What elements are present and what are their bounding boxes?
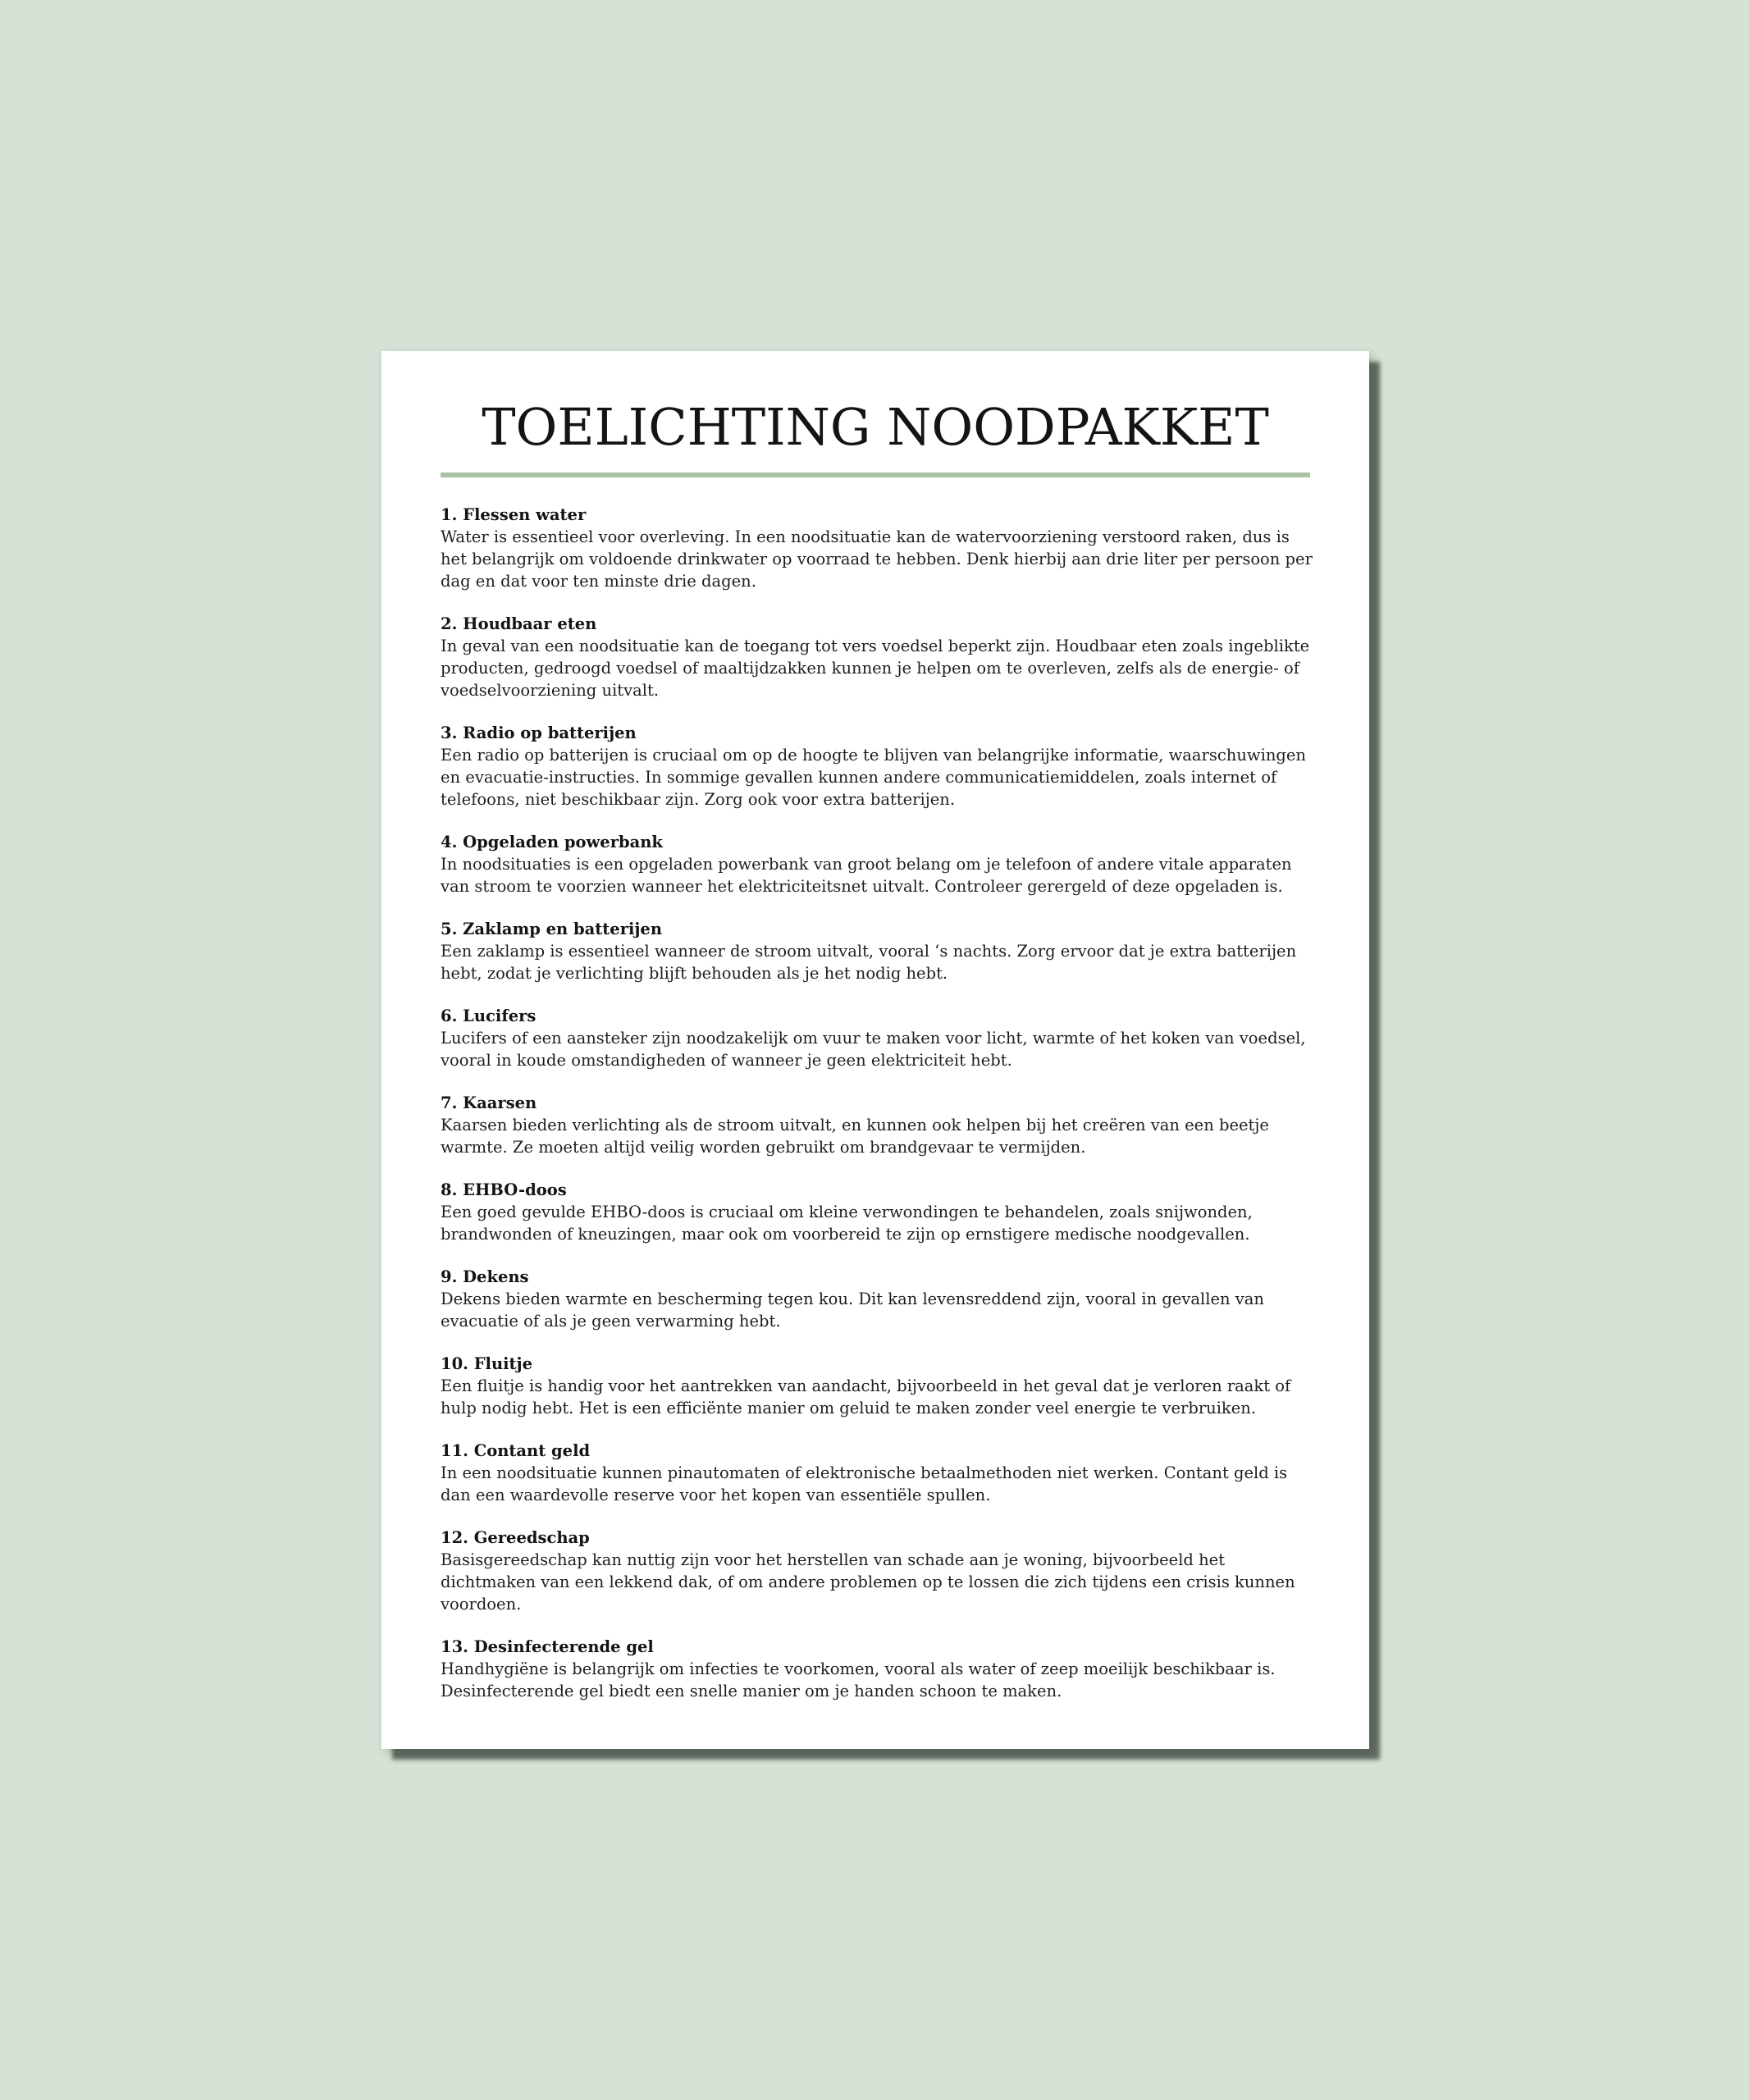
- section-kaarsen: [441, 1092, 1318, 1158]
- document-page: [381, 351, 1369, 1749]
- page-title: TOELICHTING NOODPAKKET: [482, 397, 1269, 457]
- section-heading: 12. Gereedschap: [441, 1528, 590, 1547]
- section-heading: 2. Houdbaar eten: [441, 614, 597, 633]
- section-flessen-water: [441, 504, 1318, 592]
- section-ehbo-doos: [441, 1179, 1318, 1245]
- section-text: Water is essentieel voor overleving. In een noodsituatie kan de watervoorziening verstoord raken, dus is het belangrijk om voldoende drinkwater op voorraad te hebben. Denk hierbij aan drie liter per persoon per dag en dat voor ten minste drie dagen.: [441, 527, 1313, 591]
- section-heading: 8. EHBO-doos: [441, 1180, 567, 1199]
- section-text: Dekens bieden warmte en bescherming tegen kou. Dit kan levensreddend zijn, vooral in gevallen van evacuatie of als je geen verwarming hebt.: [441, 1290, 1264, 1331]
- section-houdbaar-eten: [441, 613, 1318, 701]
- section-dekens: [441, 1266, 1318, 1332]
- section-heading: 10. Fluitje: [441, 1354, 533, 1373]
- section-text: In een noodsituatie kunnen pinautomaten of elektronische betaalmethoden niet werken. Contant geld is dan een waardevolle reserve voor het kopen van essentiële spullen.: [441, 1463, 1288, 1504]
- section-lucifers: [441, 1005, 1318, 1071]
- section-contant-geld: [441, 1440, 1318, 1506]
- section-text: Handhygiëne is belangrijk om infecties te voorkomen, vooral als water of zeep moeilijk beschikbaar is. Desinfecterende gel biedt een snelle manier om je handen schoon te maken.: [441, 1659, 1276, 1701]
- section-text: Een zaklamp is essentieel wanneer de stroom uitvalt, vooral ‘s nachts. Zorg ervoor dat je extra batterijen hebt, zodat je verlichting blijft behouden als je het nodig hebt.: [441, 942, 1297, 983]
- section-text: Lucifers of een aansteker zijn noodzakelijk om vuur te maken voor licht, warmte of het koken van voedsel, vooral in koude omstandigheden of wanneer je geen elektriciteit hebt.: [441, 1029, 1306, 1070]
- section-opgeladen-powerbank: [441, 831, 1318, 897]
- section-radio-op-batterijen: [441, 722, 1318, 810]
- section-list: [441, 504, 1318, 1723]
- section-text: Een fluitje is handig voor het aantrekken van aandacht, bijvoorbeeld in het geval dat je verloren raakt of hulp nodig hebt. Het is een efficiënte manier om geluid te maken zonder veel energie te verbruiken.: [441, 1376, 1291, 1418]
- section-desinfecterende-gel: [441, 1636, 1318, 1702]
- section-heading: 11. Contant geld: [441, 1441, 591, 1460]
- section-heading: 5. Zaklamp en batterijen: [441, 920, 663, 938]
- section-text: Een goed gevulde EHBO-doos is cruciaal om kleine verwondingen te behandelen, zoals snijwonden, brandwonden of kneuzingen, maar ook om voorbereid te zijn op ernstigere medische noodgevallen.: [441, 1203, 1253, 1244]
- section-heading: 13. Desinfecterende gel: [441, 1637, 654, 1656]
- title-divider: [441, 472, 1310, 477]
- section-fluitje: [441, 1353, 1318, 1419]
- section-heading: 1. Flessen water: [441, 505, 587, 524]
- section-text: In geval van een noodsituatie kan de toegang tot vers voedsel beperkt zijn. Houdbaar eten zoals ingeblikte producten, gedroogd voedsel of maaltijdzakken kunnen je helpen om te overleven, zelfs als de energie- of voedselvoorziening uitvalt.: [441, 637, 1310, 700]
- section-text: In noodsituaties is een opgeladen powerbank van groot belang om je telefoon of andere vitale apparaten van stroom te voorzien wanneer het elektriciteitsnet uitvalt. Controleer gerergeld of deze opgeladen is.: [441, 855, 1292, 896]
- section-text: Basisgereedschap kan nuttig zijn voor het herstellen van schade aan je woning, bijvoorbeeld het dichtmaken van een lekkend dak, of om andere problemen op te lossen die zich tijdens een crisis kunnen voordoen.: [441, 1550, 1295, 1614]
- section-heading: 7. Kaarsen: [441, 1093, 537, 1112]
- section-heading: 6. Lucifers: [441, 1007, 537, 1025]
- section-text: Een radio op batterijen is cruciaal om op de hoogte te blijven van belangrijke informatie, waarschuwingen en evacuatie-instructies. In sommige gevallen kunnen andere communicatiemiddelen, zoals internet of telefoons, niet beschikbaar zijn. Zorg ook voor extra batterijen.: [441, 746, 1306, 809]
- section-heading: 9. Dekens: [441, 1267, 529, 1286]
- section-zaklamp-en-batterijen: [441, 918, 1318, 984]
- section-gereedschap: [441, 1527, 1318, 1615]
- section-text: Kaarsen bieden verlichting als de stroom uitvalt, en kunnen ook helpen bij het creëren van een beetje warmte. Ze moeten altijd veilig worden gebruikt om brandgevaar te vermijden.: [441, 1116, 1269, 1157]
- section-heading: 3. Radio op batterijen: [441, 724, 637, 742]
- section-heading: 4. Opgeladen powerbank: [441, 833, 663, 851]
